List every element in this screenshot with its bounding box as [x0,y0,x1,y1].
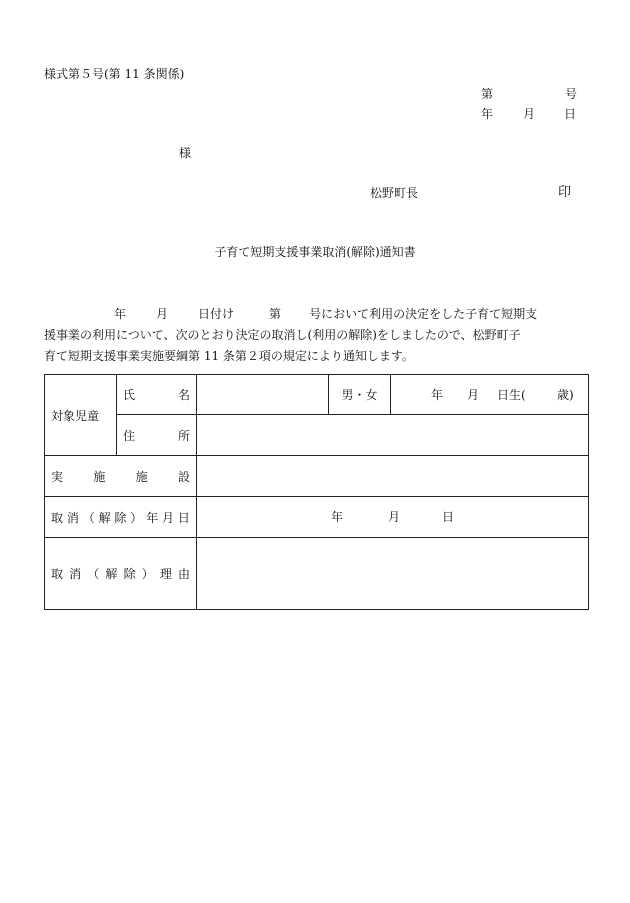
gender-field[interactable]: 男・女 [329,375,391,415]
document-number-suffix: 号 [565,87,578,101]
cancel-reason-field[interactable] [197,538,589,610]
cancel-reason-row [45,538,589,610]
issue-date-month: 月 [523,107,536,121]
cancel-date-label: 取 消 （ 解 除 ） 年 月 日 [45,497,197,538]
body-line-1-rest: 号において利用の決定をした子育て短期支 [309,307,538,321]
body-year: 年 [114,307,127,321]
body-line-1 [44,304,590,325]
child-name-row [45,375,589,415]
issuer-name: 松野町長 [370,186,419,200]
notice-body [44,304,590,367]
issue-date-year: 年 [481,107,494,121]
subject-child-label: 対象児童 [45,375,117,456]
facility-label: 実 施 施 設 [45,456,197,497]
body-line-2: 援事業の利用について、次のとおり決定の取消し(利用の解除)をしましたので、松野町子 [44,328,521,342]
body-number-prefix: 第 [269,307,282,321]
body-month: 月 [156,307,169,321]
child-address-row [45,415,589,456]
cancel-date-field[interactable]: 年 月 日 [197,497,589,538]
facility-row [45,456,589,497]
form-number: 様式第５号(第 11 条関係) [44,67,185,81]
cancel-reason-label: 取 消 （ 解 除 ） 理 由 [45,538,197,610]
addressee-honorific: 様 [179,146,192,160]
issue-date-day: 日 [564,107,577,121]
body-dated: 日付け [198,307,235,321]
cancellation-form-table [44,374,589,610]
birth-date-field[interactable]: 年 月 日生( 歳) [391,375,589,415]
document-number-prefix: 第 [481,87,494,101]
name-label: 氏 名 [117,375,197,415]
seal-mark: 印 [558,185,572,200]
document-title: 子育て短期支援事業取消(解除)通知書 [214,245,416,259]
child-name-field[interactable] [197,375,329,415]
body-line-3: 育て短期支援事業実施要綱第 11 条第２項の規定により通知します。 [44,349,414,363]
address-field[interactable] [197,415,589,456]
cancel-date-row [45,497,589,538]
facility-field[interactable] [197,456,589,497]
address-label: 住 所 [117,415,197,456]
